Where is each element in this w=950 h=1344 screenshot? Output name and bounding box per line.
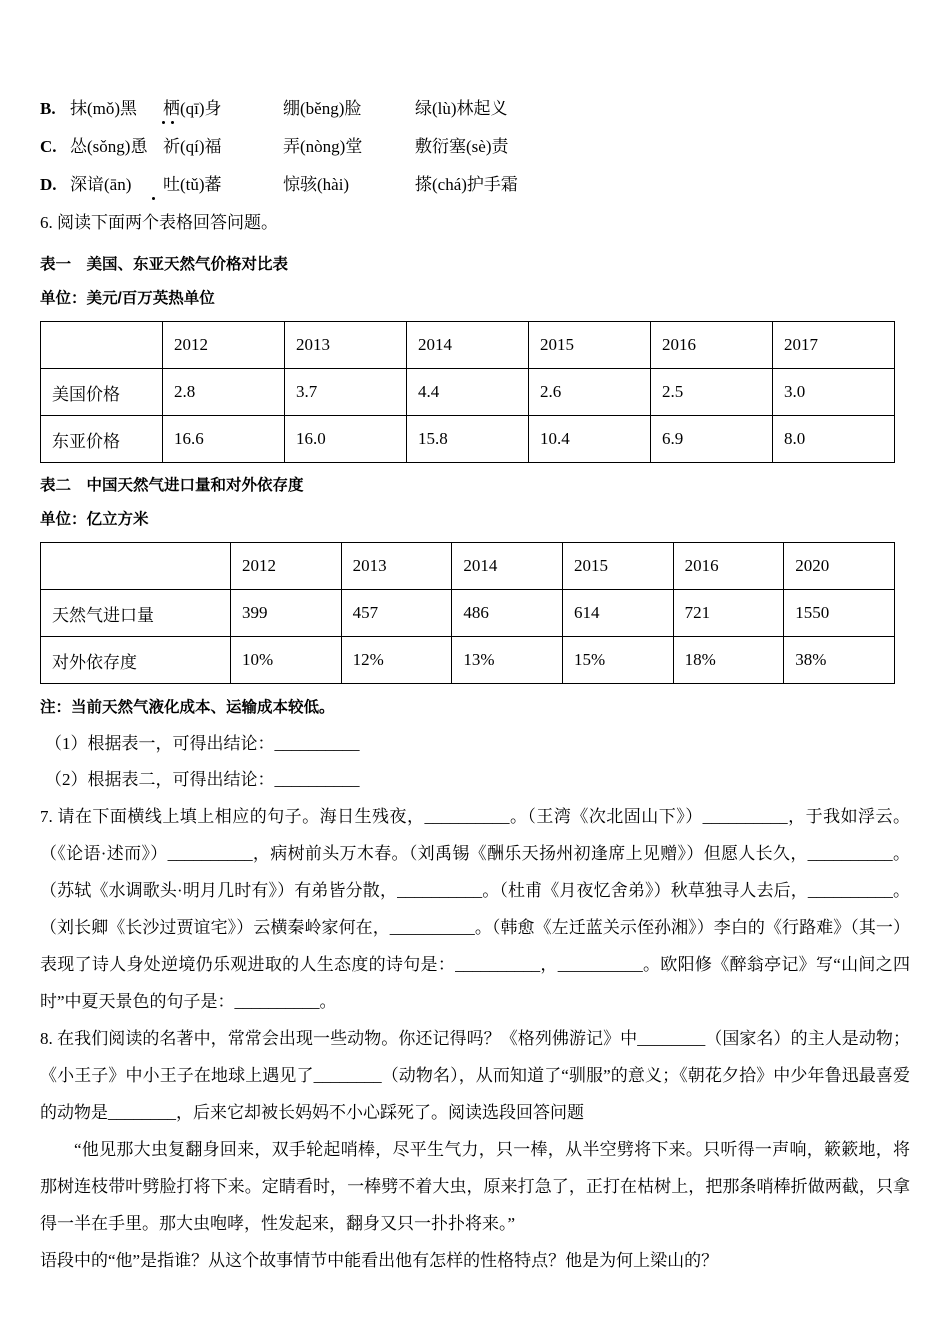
year-header-cell: 2014 (452, 543, 563, 590)
question-8: 8. 在我们阅读的名著中，常常会出现一些动物。你还记得吗？《格列佛游记》中________（国家名）的主人是动物；《小王子》中小王子在地球上遇见了________（动物名），从而知道了“驯服”的意义；《朝花夕拾》中少年鲁迅最喜爱的动物是________，后来它却被长妈妈不小心踩死了。阅读选段回答问题 (40, 1029, 910, 1122)
value-cell: 15.8 (407, 416, 529, 463)
year-header-cell: 2013 (341, 543, 452, 590)
value-cell: 486 (452, 590, 563, 637)
import-dependency-table (40, 542, 895, 684)
table-corner-cell (41, 322, 163, 369)
option-item: 绿(lù)林起义 (415, 99, 508, 118)
table2-unit: 单位：亿立方米 (40, 511, 149, 528)
question-8-followup: 语段中的“他”是指谁？从这个故事情节中能看出他有怎样的性格特点？他是为何上梁山的？ (40, 1251, 719, 1270)
option-item: 深谙(ān) (70, 175, 132, 194)
table-row (41, 416, 895, 463)
value-cell: 2.5 (651, 369, 773, 416)
price-comparison-table (40, 321, 895, 463)
year-header-cell: 2014 (407, 322, 529, 369)
option-row-c (40, 128, 910, 166)
table-row (41, 590, 895, 637)
emphasis-dot (162, 121, 165, 124)
table-corner-cell (41, 543, 231, 590)
option-item: 敷衍塞(sè)责 (415, 137, 509, 156)
value-cell: 10.4 (529, 416, 651, 463)
option-item: 祈(qí)福 (163, 137, 222, 156)
emphasis-dot (171, 121, 174, 124)
year-header-cell: 2013 (285, 322, 407, 369)
option-item: 怂(sǒng)恿 (70, 137, 148, 156)
value-cell: 3.0 (773, 369, 895, 416)
table-row (41, 543, 895, 590)
year-header-cell: 2012 (163, 322, 285, 369)
row-label-cell: 东亚价格 (41, 416, 163, 463)
option-item: 搽(chá)护手霜 (415, 175, 518, 194)
question-6-stem: 6. 阅读下面两个表格回答问题。 (40, 213, 278, 232)
year-header-cell: 2015 (529, 322, 651, 369)
question-6-sub1: （1）根据表一，可得出结论：__________ (45, 734, 360, 753)
year-header-cell: 2020 (784, 543, 895, 590)
emphasis-dot (152, 197, 155, 200)
value-cell: 6.9 (651, 416, 773, 463)
value-cell: 15% (562, 637, 673, 684)
value-cell: 2.8 (163, 369, 285, 416)
value-cell: 16.0 (285, 416, 407, 463)
option-label: D. (40, 175, 57, 194)
value-cell: 8.0 (773, 416, 895, 463)
row-label-cell: 美国价格 (41, 369, 163, 416)
value-cell: 12% (341, 637, 452, 684)
value-cell: 10% (231, 637, 342, 684)
table1-title: 表一 美国、东亚天然气价格对比表 (40, 256, 289, 273)
excerpt-quote: “他见那大虫复翻身回来，双手轮起哨棒，尽平生气力，只一棒，从半空劈将下来。只听得一声响，簌簌地，将那树连枝带叶劈脸打将下来。定睛看时，一棒劈不着大虫，原来打急了，正打在枯树上，把那条哨棒折做两截，只拿得一半在手里。那大虫咆哮，性发起来，翻身又只一扑扑将来。” (40, 1140, 910, 1233)
option-label: C. (40, 137, 57, 156)
value-cell: 1550 (784, 590, 895, 637)
option-item: 弄(nòng)堂 (283, 137, 363, 156)
value-cell: 16.6 (163, 416, 285, 463)
option-item: 绷(běng)脸 (283, 99, 362, 118)
table2-title: 表二 中国天然气进口量和对外依存度 (40, 477, 304, 494)
value-cell: 38% (784, 637, 895, 684)
value-cell: 614 (562, 590, 673, 637)
option-label: B. (40, 99, 56, 118)
option-item: 吐(tǔ)蕃 (163, 175, 222, 194)
option-item: 栖(qī)身 (163, 99, 222, 118)
value-cell: 18% (673, 637, 784, 684)
value-cell: 13% (452, 637, 563, 684)
value-cell: 2.6 (529, 369, 651, 416)
option-row-d (40, 166, 910, 204)
value-cell: 721 (673, 590, 784, 637)
year-header-cell: 2012 (231, 543, 342, 590)
year-header-cell: 2016 (651, 322, 773, 369)
row-label-cell: 天然气进口量 (41, 590, 231, 637)
value-cell: 3.7 (285, 369, 407, 416)
value-cell: 457 (341, 590, 452, 637)
year-header-cell: 2016 (673, 543, 784, 590)
table1-unit: 单位：美元/百万英热单位 (40, 290, 215, 307)
row-label-cell: 对外依存度 (41, 637, 231, 684)
year-header-cell: 2015 (562, 543, 673, 590)
option-row-b (40, 90, 910, 128)
value-cell: 4.4 (407, 369, 529, 416)
table-footnote: 注：当前天然气液化成本、运输成本较低。 (40, 699, 335, 716)
table-row (41, 637, 895, 684)
year-header-cell: 2017 (773, 322, 895, 369)
question-7: 7. 请在下面横线上填上相应的句子。海日生残夜，__________。（王湾《次北固山下》）__________，于我如浮云。（《论语·述而》）__________，病树前头万木春。（刘禹锡《酬乐天扬州初逢席上见赠》）但愿人长久，__________。（苏轼《水调歌头·明月几时有》）有弟皆分散，__________。（杜甫《月夜忆舍弟》）秋草独寻人去后，__________。（刘长卿《长沙过贾谊宅》）云横秦岭家何在，__________。（韩愈《左迁蓝关示侄孙湘》）李白的《行路难》（其一）表现了诗人身处逆境仍乐观进取的人生态度的诗句是：__________，__________。欧阳修《醉翁亭记》写“山间之四时”中夏天景色的句子是：__________。 (40, 807, 910, 1011)
question-6-sub2: （2）根据表二，可得出结论：__________ (45, 770, 360, 789)
option-item: 抹(mǒ)黑 (70, 99, 138, 118)
table-row (41, 322, 895, 369)
value-cell: 399 (231, 590, 342, 637)
table-row (41, 369, 895, 416)
option-item: 惊骇(hài) (283, 175, 350, 194)
